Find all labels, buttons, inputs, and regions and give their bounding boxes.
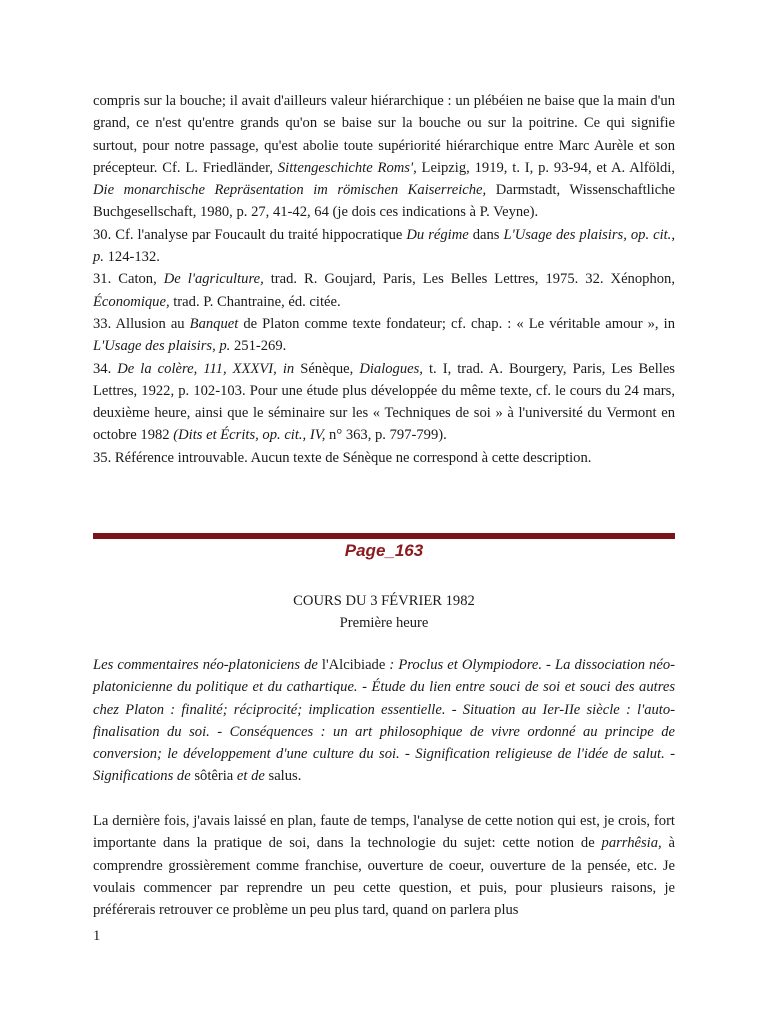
footnote-31: 31. Caton, De l'agriculture, trad. R. Goujard, Paris, Les Belles Lettres, 1975. 32. Xénophon, Économique, trad. P. Chantraine, éd. citée.	[93, 271, 675, 310]
footnotes-block	[93, 90, 675, 469]
page-separator-rule	[93, 533, 675, 539]
lecture-body-paragraph: La dernière fois, j'avais laissé en plan, faute de temps, l'analyse de cette notion qui est, je crois, fort importante dans la pratique de soi, dans la technologie du sujet: cette notion de parrhêsia, à comprendre grossièrement comme franchise, ouverture de coeur, ouverture de la pensée, etc. Je voulais commencer par reprendre un peu cette question, et puis, pour plusieurs raisons, je préférerais retrouver ce problème un peu plus tard, quand on parlera plus	[93, 813, 675, 919]
footnote-34: 34. De la colère, 111, XXXVI, in Sénèque, Dialogues, t. I, trad. A. Bourgery, Paris, Les Belles Lettres, 1922, p. 102-103. Pour une étude plus développée du même texte, cf. le cours du 24 mars, deuxième heure, ainsi que le séminaire sur les « Techniques de soi » à l'université du Vermont en octobre 1982 (Dits et Écrits, op. cit., IV, n° 363, p. 797-799).	[93, 360, 675, 444]
course-title: COURS DU 3 FÉVRIER 1982	[293, 593, 475, 609]
footnote-35: 35. Référence introuvable. Aucun texte de Sénèque ne correspond à cette description.	[93, 449, 592, 466]
footnote-30: 30. Cf. l'analyse par Foucault du traité hippocratique Du régime dans L'Usage des plaisirs, op. cit., p. 124-132.	[93, 226, 675, 266]
course-hour: Première heure	[339, 615, 429, 631]
footnote-continuation: compris sur la bouche; il avait d'ailleurs valeur hiérarchique : un plébéien ne baise que la main d'un grand, ce n'est qu'entre grands qu'on se baise sur la bouche ou sur la poitrine. Ce qui signifie surtout, pour notre passage, qu'est abolie toute supériorité hiérarchique entre Marc Aurèle et son précepteur. Cf. L. Friedländer, Sittengeschichte Roms', Leipzig, 1919, t. I, p. 93-94, et A. Alföldi, Die monarchische Repräsentation im römischen Kaiserreiche, Darmstadt, Wissenschaftliche Buchgesellschaft, 1980, p. 27, 41-42, 64 (je dois ces indications à P. Veyne).	[93, 93, 675, 221]
page-number: 1	[93, 928, 101, 944]
page-label: Page_163	[344, 541, 424, 560]
lecture-summary: Les commentaires néo-platoniciens de l'Alcibiade : Proclus et Olympiodore. - La dissociation néo-platonicienne du politique et du cathartique. - Étude du lien entre souci de soi et souci des autres chez Platon : finalité; réciprocité; implication essentielle. - Situation au Ier-IIe siècle : l'auto-finalisation du soi. - Conséquences : un art philosophique de vivre ordonné au principe de conversion; le développement d'une culture du soi. - Signification religieuse de l'idée de salut. - Significations de sôtêria et de salus.	[93, 657, 675, 785]
footnote-33: 33. Allusion au Banquet de Platon comme texte fondateur; cf. chap. : « Le véritable amour », in L'Usage des plaisirs, p. 251-269.	[93, 315, 675, 355]
